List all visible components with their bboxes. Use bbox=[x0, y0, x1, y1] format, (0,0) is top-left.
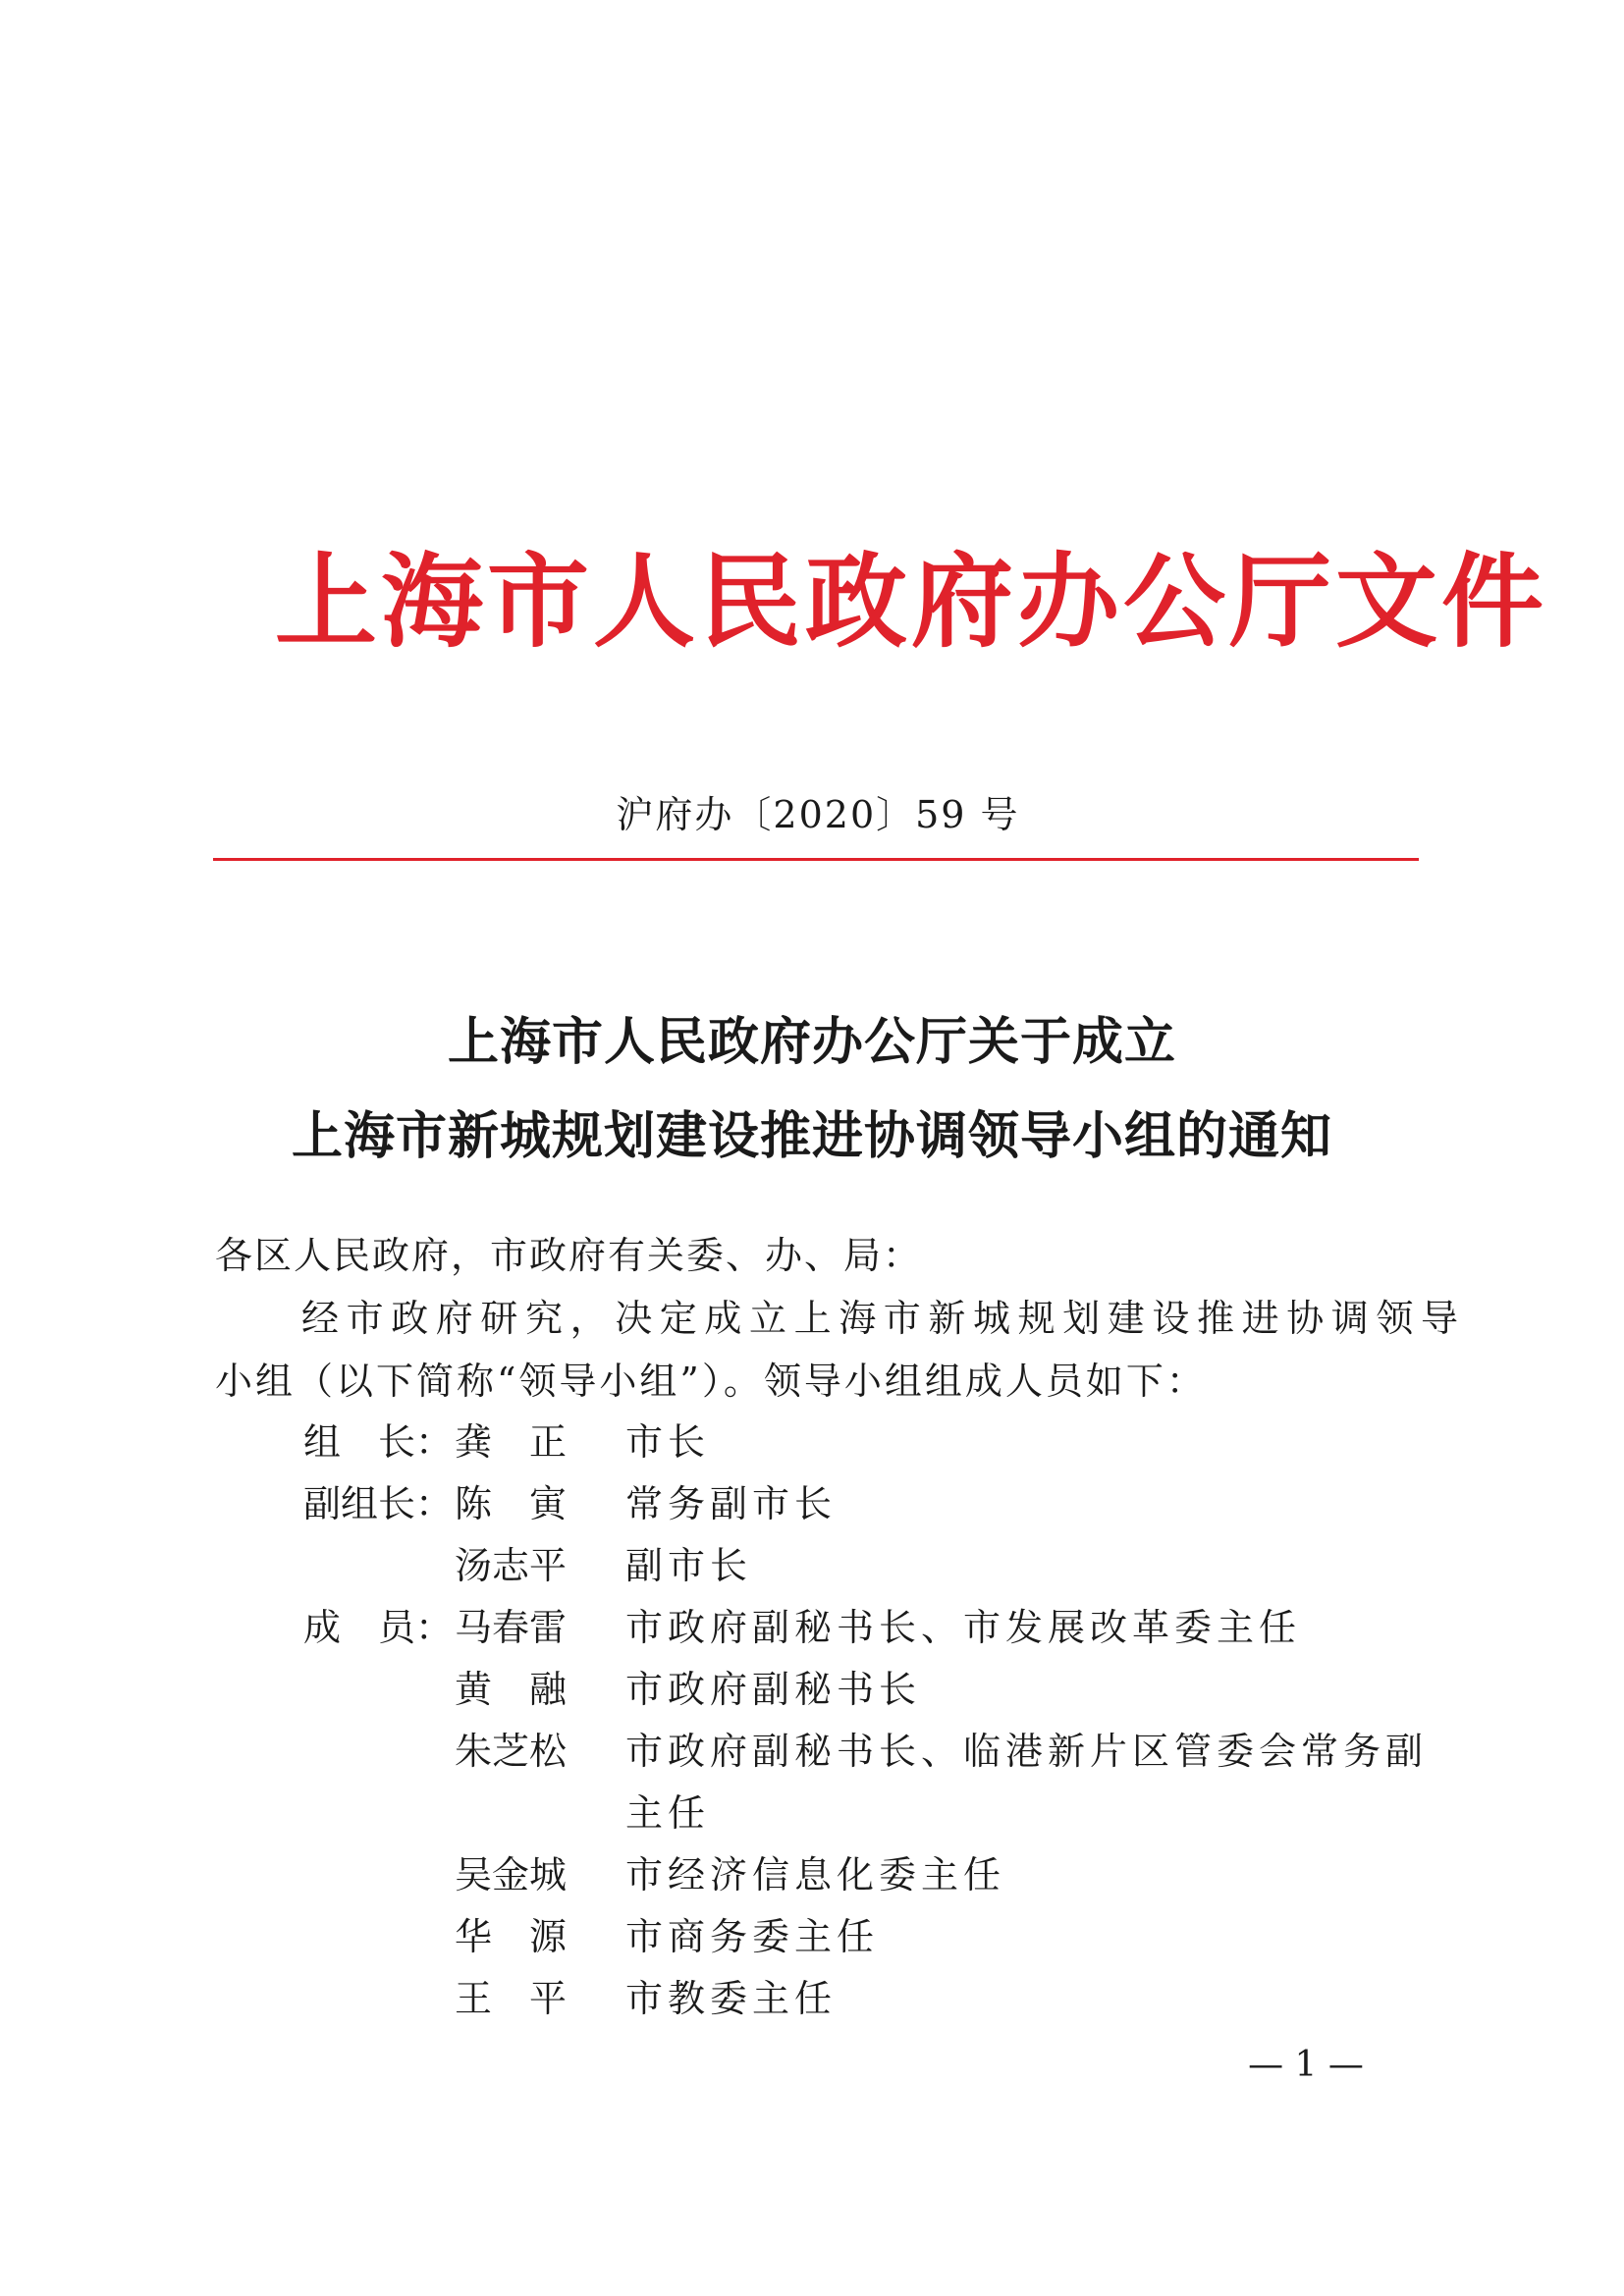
member-post: 市商务委主任 bbox=[625, 1915, 880, 1958]
member-post: 副市长 bbox=[625, 1544, 753, 1587]
member-role: 成 员： bbox=[303, 1606, 454, 1649]
member-role: 组 长： bbox=[303, 1420, 454, 1464]
member-name: 汤志平 bbox=[455, 1544, 568, 1587]
member-post: 常务副市长 bbox=[625, 1482, 838, 1525]
member-post: 主任 bbox=[625, 1791, 711, 1835]
document-number: 沪府办〔2020〕59 号 bbox=[616, 793, 1020, 836]
member-name: 龚 正 bbox=[455, 1420, 568, 1464]
member-name: 华 源 bbox=[455, 1915, 568, 1958]
member-name: 马春雷 bbox=[455, 1606, 568, 1649]
member-name: 吴金城 bbox=[455, 1853, 568, 1896]
member-name: 陈 寅 bbox=[455, 1482, 568, 1525]
issuer-header: 上海市人民政府办公厅文件 bbox=[275, 541, 1548, 662]
member-post: 市经济信息化委主任 bbox=[625, 1853, 1006, 1896]
member-post: 市政府副秘书长 bbox=[625, 1668, 922, 1711]
member-name: 朱芝松 bbox=[455, 1730, 568, 1773]
document-title-line-1: 上海市人民政府办公厅关于成立 bbox=[447, 1012, 1176, 1072]
body-paragraph-line-2: 小组（以下简称“领导小组”）。领导小组组成人员如下： bbox=[215, 1360, 1207, 1403]
member-post: 市教委主任 bbox=[625, 1977, 838, 2020]
document-title-line-2: 上海市新城规划建设推进协调领导小组的通知 bbox=[291, 1106, 1332, 1166]
member-post: 市政府副秘书长、市发展改革委主任 bbox=[625, 1606, 1302, 1649]
member-name: 王 平 bbox=[455, 1977, 568, 2020]
member-post: 市长 bbox=[625, 1420, 711, 1464]
member-post: 市政府副秘书长、临港新片区管委会常务副 bbox=[625, 1730, 1429, 1773]
member-role: 副组长： bbox=[303, 1482, 454, 1525]
salutation: 各区人民政府，市政府有关委、办、局： bbox=[215, 1234, 923, 1277]
body-paragraph-line-1: 经市政府研究，决定成立上海市新城规划建设推进协调领导 bbox=[301, 1297, 1466, 1340]
member-name: 黄 融 bbox=[455, 1668, 568, 1711]
page-number: — 1 — bbox=[1248, 2045, 1364, 2085]
red-separator-line bbox=[213, 858, 1419, 861]
